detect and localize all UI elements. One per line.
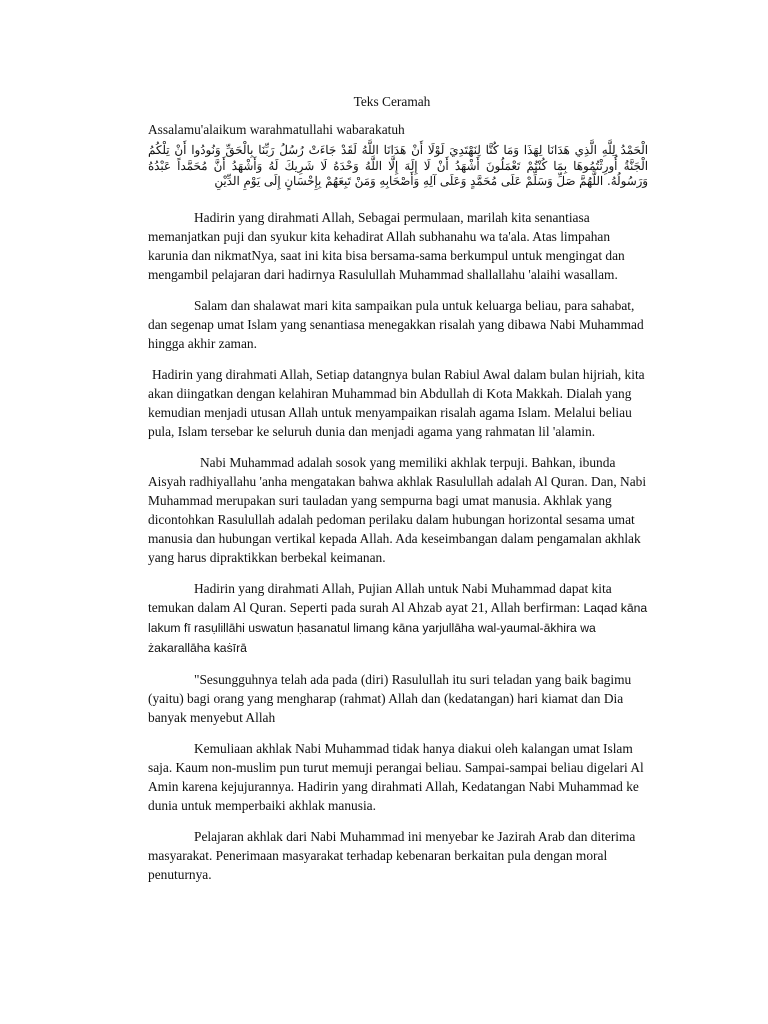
paragraph-akhlak: Nabi Muhammad adalah sosok yang memiliki akhlak terpuji. Bahkan, ibunda Aisyah radhiyallahu 'anha mengatakan bahwa akhlak Rasulullah adalah Al Quran. Dan, Nabi Muhammad merupakan suri tauladan yang sempurna bagi umat manusia. Akhlak yang dicontohkan Rasulullah adalah pedoman perilaku dalam hubungan horizontal sesama umat manusia dan hubungan vertikal kepada Allah. Ada keseimbangan dalam pengamalan akhlak yang harus dipraktikkan berbekal keimanan. xyxy=(148,454,647,565)
paragraph-rabiul-awal: Hadirin yang dirahmati Allah, Setiap datangnya bulan Rabiul Awal dalam bulan hijriah, kita akan diingatkan dengan kelahiran Muhammad bin Abdullah di Kota Makkah. Dialah yang kemudian menjadi utusan Allah untuk menyampaikan risalah agama Islam. Melalui beliau pula, Islam tersebar ke seluruh dunia dan menjadi agama yang rahmatan lil 'alamin. xyxy=(148,366,645,439)
paragraph-pelajaran: Pelajaran akhlak dari Nabi Muhammad ini menyebar ke Jazirah Arab dan diterima masyarakat. Penerimaan masyarakat terhadap kebenaran berkaitan pula dengan moral penuturnya. xyxy=(148,828,636,882)
paragraph-translation: "Sesungguhnya telah ada pada (diri) Rasulullah itu suri teladan yang baik bagimu (yaitu) bagi orang yang mengharap (rahmat) Allah dan (kedatangan) hari kiamat dan Dia banyak menyebut Allah xyxy=(148,671,632,725)
paragraph-kemuliaan: Kemuliaan akhlak Nabi Muhammad tidak hanya diakui oleh kalangan umat Islam saja. Kaum non-muslim pun turut memuji perangai beliau. Sampai-sampai beliau digelari Al Amin karena kejujurannya. Hadirin yang dirahmati Allah, Kedatangan Nabi Muhammad ke dunia untuk memperbaiki akhlak manusia. xyxy=(148,740,644,813)
paragraph-salam: Salam dan shalawat mari kita sampaikan pula untuk keluarga beliau, para sahabat, dan segenap umat Islam yang senantiasa menegakkan risalah yang dibawa Nabi Muhammad hingga akhir zaman. xyxy=(148,297,644,351)
arabic-opening-text: الْحَمْدُ لِلَّهِ الَّذِي هَدَانَا لِهَذَا وَمَا كُنَّا لِنَهْتَدِيَ لَوْلَا أَنْ هَدَانَا اللَّهُ لَقَدْ جَاءَتْ رُسُلُ رَبِّنَا بِالْحَقِّ وَنُودُوا أَنْ تِلْكُمُ الْجَنَّةُ أُورِثْتُمُوهَا بِمَا كُنْتُمْ تَعْمَلُونَ أَشْهَدُ أَنْ لَا إِلَهَ إِلَّا اللَّهُ وَحْدَهُ لَا شَرِيكَ لَهُ وَأَشْهَدُ أَنَّ مُحَمَّداً عَبْدُهُ وَرَسُولُهُ. اللَّهُمَّ صَلِّ وَسَلِّمْ عَلَى مُحَمَّدٍ وَعَلَى آلِهِ وَأَصْحَابِهِ وَمَنْ تَبِعَهُمْ بِإِحْسَانٍ إِلَى يَوْمِ الدِّيْنِ xyxy=(148,143,648,188)
paragraph-opening: Hadirin yang dirahmati Allah, Sebagai permulaan, marilah kita senantiasa memanjatkan puji dan syukur kita kehadirat Allah subhanahu wa ta'ala. Atas limpahan karunia dan nikmatNya, saat ini kita bisa bersama-sama berkumpul untuk mengingat dan mengambil pelajaran dari hadirnya Rasulullah Muhammad shallallahu 'alaihi wasallam. xyxy=(148,209,625,282)
document-body xyxy=(148,92,648,896)
ayat-intro-text: Hadirin yang dirahmati Allah, Pujian Allah untuk Nabi Muhammad dapat kita temukan dalam Al Quran. Seperti pada surah Al Ahzab ayat 21, Allah berfirman: xyxy=(148,580,612,615)
greeting-line: Assalamu'alaikum warahmatullahi wabarakatuh xyxy=(148,122,405,137)
paragraph-ayat-intro xyxy=(148,579,648,658)
document-title: Teks Ceramah xyxy=(353,94,431,109)
ayat-transliteration: Laqad kāna lakum fī rasụlillāhi uswatun ḥasanatul limang kāna yarjullāha wal-yaumal-ākhira wa żakarallāha kaṡīrā xyxy=(148,600,648,655)
